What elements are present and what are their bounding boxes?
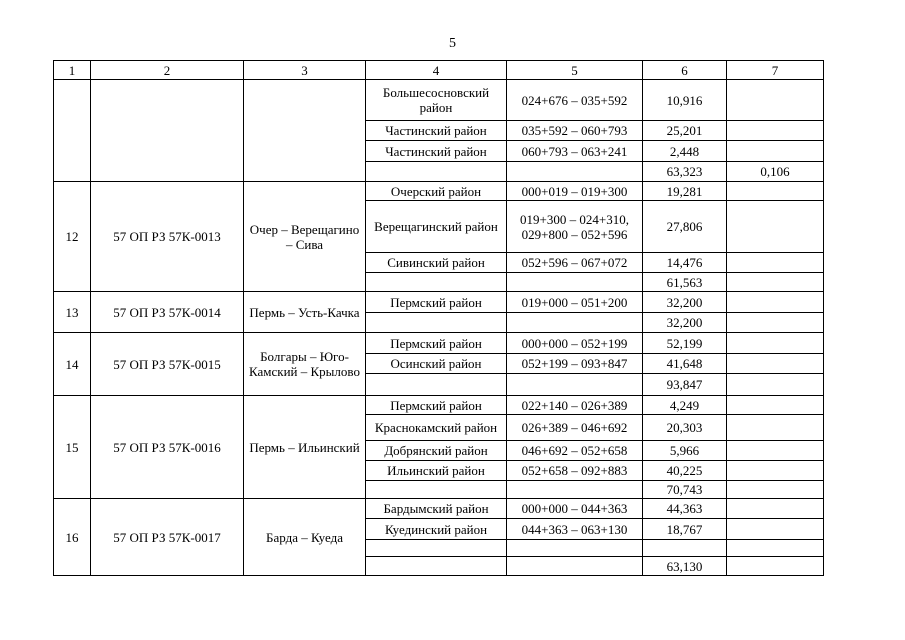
district-cell: Очерский район bbox=[366, 182, 507, 201]
length-cell: 14,476 bbox=[643, 253, 727, 273]
district-cell: Частинский район bbox=[366, 121, 507, 141]
extra-value-cell: 0,106 bbox=[727, 162, 824, 182]
length-cell: 63,130 bbox=[643, 557, 727, 576]
column-header: 1 bbox=[54, 61, 91, 80]
km-range-cell bbox=[507, 540, 643, 557]
table-row bbox=[54, 80, 824, 121]
row-number-cell: 13 bbox=[54, 292, 91, 333]
road-code-cell: 57 ОП РЗ 57К-0013 bbox=[91, 182, 244, 292]
km-range-cell: 060+793 – 063+241 bbox=[507, 141, 643, 162]
column-header: 2 bbox=[91, 61, 244, 80]
extra-value-cell bbox=[727, 396, 824, 415]
length-cell: 40,225 bbox=[643, 461, 727, 481]
district-cell bbox=[366, 162, 507, 182]
extra-value-cell bbox=[727, 519, 824, 540]
extra-value-cell bbox=[727, 182, 824, 201]
extra-value-cell bbox=[727, 415, 824, 441]
extra-value-cell bbox=[727, 557, 824, 576]
district-cell: Добрянский район bbox=[366, 441, 507, 461]
extra-value-cell bbox=[727, 141, 824, 162]
length-cell: 93,847 bbox=[643, 374, 727, 396]
length-cell: 10,916 bbox=[643, 80, 727, 121]
road-name-cell: Болгары – Юго-Камский – Крылово bbox=[244, 333, 366, 396]
column-header: 4 bbox=[366, 61, 507, 80]
table-row bbox=[54, 182, 824, 201]
km-range-cell bbox=[507, 273, 643, 292]
road-code-cell bbox=[91, 80, 244, 182]
km-range-cell: 052+658 – 092+883 bbox=[507, 461, 643, 481]
km-range-cell: 000+000 – 052+199 bbox=[507, 333, 643, 354]
length-cell: 63,323 bbox=[643, 162, 727, 182]
extra-value-cell bbox=[727, 333, 824, 354]
length-cell: 52,199 bbox=[643, 333, 727, 354]
road-code-cell: 57 ОП РЗ 57К-0015 bbox=[91, 333, 244, 396]
extra-value-cell bbox=[727, 273, 824, 292]
km-range-cell bbox=[507, 313, 643, 333]
extra-value-cell bbox=[727, 313, 824, 333]
header-row bbox=[54, 61, 824, 80]
length-cell: 44,363 bbox=[643, 499, 727, 519]
extra-value-cell bbox=[727, 374, 824, 396]
extra-value-cell bbox=[727, 441, 824, 461]
table-row bbox=[54, 292, 824, 313]
extra-value-cell bbox=[727, 121, 824, 141]
length-cell: 32,200 bbox=[643, 313, 727, 333]
km-range-cell: 026+389 – 046+692 bbox=[507, 415, 643, 441]
km-range-cell bbox=[507, 374, 643, 396]
length-cell: 4,249 bbox=[643, 396, 727, 415]
district-cell bbox=[366, 540, 507, 557]
district-cell bbox=[366, 374, 507, 396]
length-cell: 32,200 bbox=[643, 292, 727, 313]
road-table bbox=[53, 60, 824, 576]
table-row bbox=[54, 396, 824, 415]
extra-value-cell bbox=[727, 354, 824, 374]
column-header: 3 bbox=[244, 61, 366, 80]
length-cell: 18,767 bbox=[643, 519, 727, 540]
extra-value-cell bbox=[727, 499, 824, 519]
km-range-cell bbox=[507, 481, 643, 499]
length-cell: 27,806 bbox=[643, 201, 727, 253]
road-name-cell: Пермь – Усть-Качка bbox=[244, 292, 366, 333]
district-cell: Ильинский район bbox=[366, 461, 507, 481]
km-range-cell bbox=[507, 162, 643, 182]
km-range-cell: 019+300 – 024+310, 029+800 – 052+596 bbox=[507, 201, 643, 253]
road-name-cell bbox=[244, 80, 366, 182]
extra-value-cell bbox=[727, 201, 824, 253]
km-range-cell: 052+199 – 093+847 bbox=[507, 354, 643, 374]
district-cell: Осинский район bbox=[366, 354, 507, 374]
road-name-cell: Барда – Куеда bbox=[244, 499, 366, 576]
district-cell: Частинский район bbox=[366, 141, 507, 162]
district-cell: Куединский район bbox=[366, 519, 507, 540]
district-cell: Пермский район bbox=[366, 396, 507, 415]
road-name-cell: Пермь – Ильинский bbox=[244, 396, 366, 499]
km-range-cell bbox=[507, 557, 643, 576]
district-cell: Пермский район bbox=[366, 333, 507, 354]
district-cell: Верещагинский район bbox=[366, 201, 507, 253]
district-cell bbox=[366, 557, 507, 576]
road-name-cell: Очер – Верещагино – Сива bbox=[244, 182, 366, 292]
table-row bbox=[54, 499, 824, 519]
length-cell: 20,303 bbox=[643, 415, 727, 441]
km-range-cell: 035+592 – 060+793 bbox=[507, 121, 643, 141]
district-cell: Сивинский район bbox=[366, 253, 507, 273]
district-cell: Пермский район bbox=[366, 292, 507, 313]
length-cell: 41,648 bbox=[643, 354, 727, 374]
km-range-cell: 052+596 – 067+072 bbox=[507, 253, 643, 273]
row-number-cell: 16 bbox=[54, 499, 91, 576]
km-range-cell: 044+363 – 063+130 bbox=[507, 519, 643, 540]
district-cell: Краснокамский район bbox=[366, 415, 507, 441]
road-code-cell: 57 ОП РЗ 57К-0016 bbox=[91, 396, 244, 499]
district-cell bbox=[366, 481, 507, 499]
column-header: 6 bbox=[643, 61, 727, 80]
km-range-cell: 024+676 – 035+592 bbox=[507, 80, 643, 121]
length-cell: 2,448 bbox=[643, 141, 727, 162]
length-cell: 5,966 bbox=[643, 441, 727, 461]
km-range-cell: 000+019 – 019+300 bbox=[507, 182, 643, 201]
extra-value-cell bbox=[727, 481, 824, 499]
km-range-cell: 019+000 – 051+200 bbox=[507, 292, 643, 313]
column-header: 7 bbox=[727, 61, 824, 80]
km-range-cell: 022+140 – 026+389 bbox=[507, 396, 643, 415]
district-cell: Бардымский район bbox=[366, 499, 507, 519]
km-range-cell: 046+692 – 052+658 bbox=[507, 441, 643, 461]
extra-value-cell bbox=[727, 253, 824, 273]
length-cell: 25,201 bbox=[643, 121, 727, 141]
row-number-cell: 15 bbox=[54, 396, 91, 499]
extra-value-cell bbox=[727, 461, 824, 481]
table-row bbox=[54, 333, 824, 354]
district-cell: Большесосновский район bbox=[366, 80, 507, 121]
district-cell bbox=[366, 273, 507, 292]
road-code-cell: 57 ОП РЗ 57К-0017 bbox=[91, 499, 244, 576]
extra-value-cell bbox=[727, 540, 824, 557]
row-number-cell: 12 bbox=[54, 182, 91, 292]
length-cell: 19,281 bbox=[643, 182, 727, 201]
row-number-cell bbox=[54, 80, 91, 182]
district-cell bbox=[366, 313, 507, 333]
page-number: 5 bbox=[449, 36, 456, 51]
extra-value-cell bbox=[727, 80, 824, 121]
length-cell: 61,563 bbox=[643, 273, 727, 292]
extra-value-cell bbox=[727, 292, 824, 313]
km-range-cell: 000+000 – 044+363 bbox=[507, 499, 643, 519]
length-cell: 70,743 bbox=[643, 481, 727, 499]
length-cell bbox=[643, 540, 727, 557]
column-header: 5 bbox=[507, 61, 643, 80]
road-code-cell: 57 ОП РЗ 57К-0014 bbox=[91, 292, 244, 333]
row-number-cell: 14 bbox=[54, 333, 91, 396]
